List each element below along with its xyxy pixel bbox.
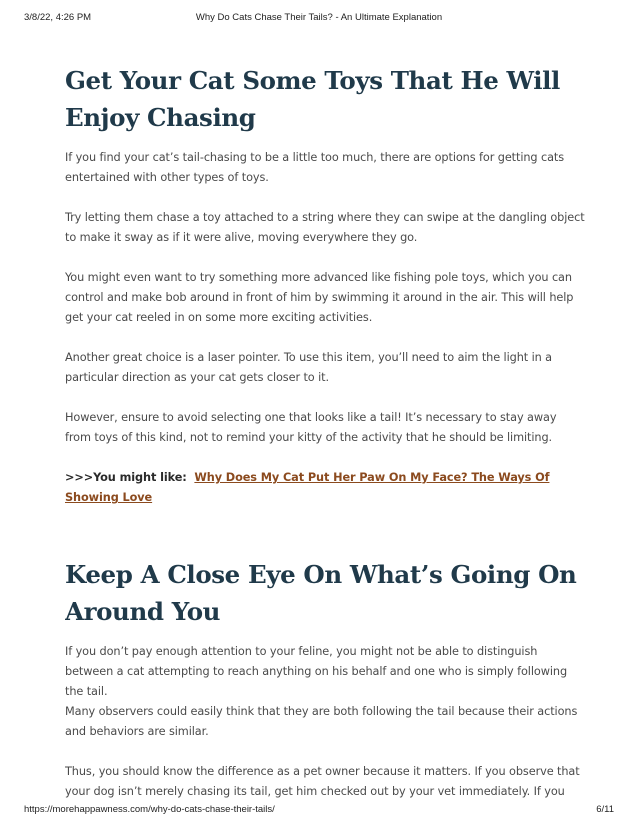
print-url: https://morehappawness.com/why-do-cats-chase-their-tails/	[24, 804, 275, 815]
print-page-title: Why Do Cats Chase Their Tails? - An Ultimate Explanation	[195, 12, 443, 23]
section-heading-toys: Get Your Cat Some Toys That He Will Enjoy Chasing	[65, 66, 560, 132]
paragraph: Many observers could easily think that they are both following the tail because their actions and behaviors are similar.	[65, 705, 578, 738]
article-content	[65, 62, 585, 800]
paragraph: You might even want to try something more advanced like fishing pole toys, which you can control and make bob around in front of him by swimming it around in the air. This will help get your cat reeled in on some more exciting activities.	[65, 271, 574, 324]
paragraph: If you don’t pay enough attention to your feline, you might not be able to distinguish between a cat attempting to reach anything on his behalf and one who is simply following the tail.	[65, 645, 568, 698]
paragraph: However, ensure to avoid selecting one that looks like a tail! It’s necessary to stay away from toys of this kind, not to remind your kitty of the activity that he should be limiting.	[65, 411, 557, 444]
paragraph: Another great choice is a laser pointer. To use this item, you’ll need to aim the light in a particular direction as your cat gets closer to it.	[65, 351, 552, 384]
page-number: 6/11	[596, 804, 614, 815]
related-label: >>>You might like:	[65, 471, 187, 484]
paragraph: If you find your cat’s tail-chasing to be a little too much, there are options for getting cats entertained with other types of toys.	[65, 151, 565, 184]
print-datetime: 3/8/22, 4:26 PM	[24, 12, 92, 23]
paragraph: Thus, you should know the difference as a pet owner because it matters. If you observe that your dog isn’t merely chasing its tail, get him checked out by your vet immediately. If you	[65, 765, 580, 798]
related-article-link[interactable]: Why Does My Cat Put Her Paw On My Face? The Ways Of Showing Love	[65, 471, 550, 504]
section-heading-close-eye: Keep A Close Eye On What’s Going On Around You	[65, 560, 577, 626]
print-header	[24, 12, 614, 26]
paragraph: Try letting them chase a toy attached to a string where they can swipe at the dangling object to make it sway as if it were alive, moving everywhere they go.	[65, 211, 585, 244]
print-footer	[24, 804, 614, 818]
related-article	[65, 468, 585, 508]
